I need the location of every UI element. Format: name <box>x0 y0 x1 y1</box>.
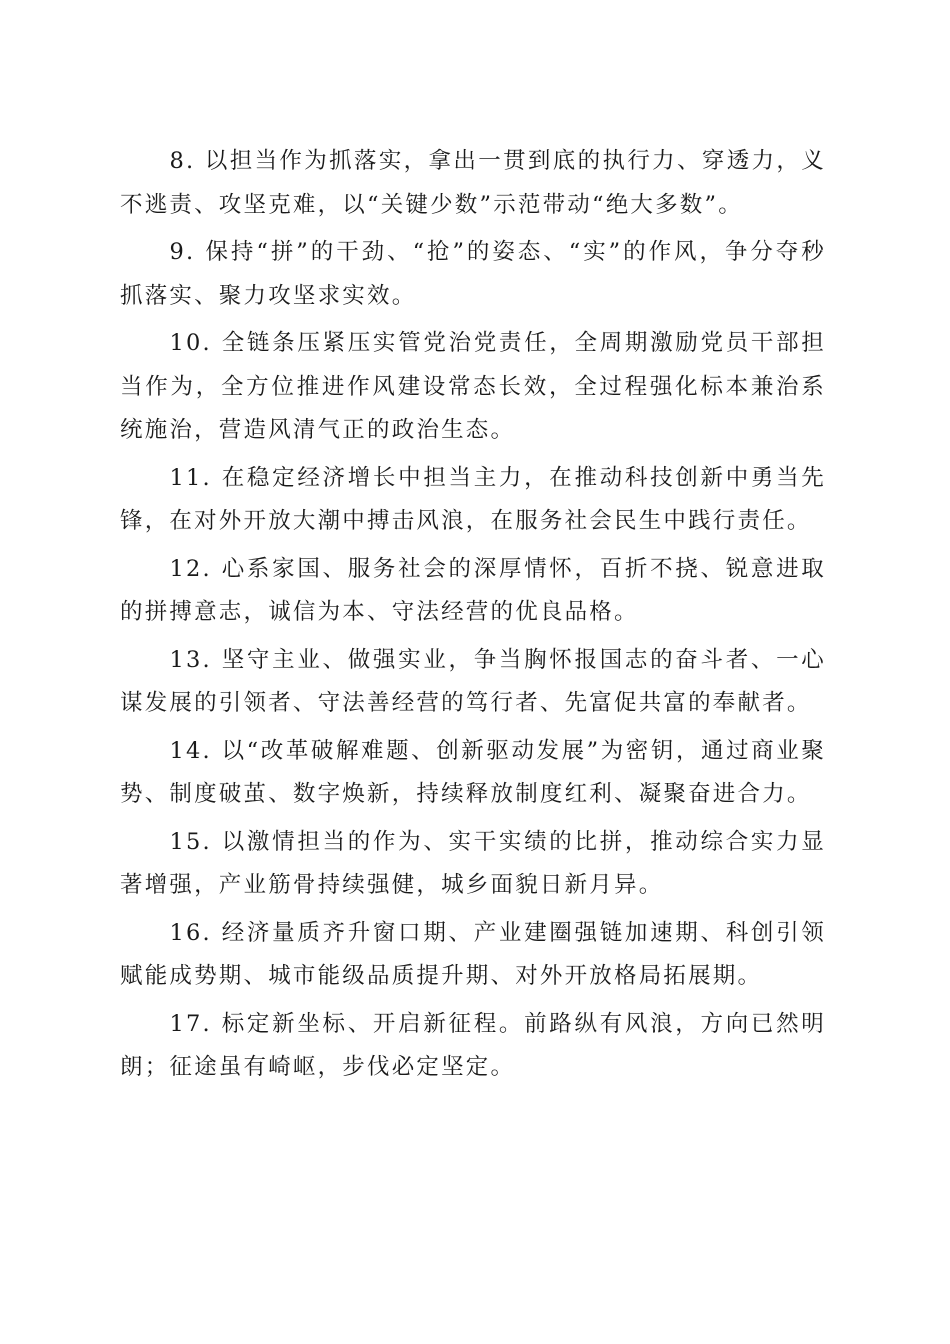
paragraph-11: 11. 在稳定经济增长中担当主力，在推动科技创新中勇当先锋，在对外开放大潮中搏击风浪，在服务社会民生中践行责任。 <box>120 464 826 534</box>
paragraph-13: 13. 坚守主业、做强实业，争当胸怀报国志的奋斗者、一心谋发展的引领者、守法善经营的笃行者、先富促共富的奉献者。 <box>120 646 826 716</box>
paragraph-12: 12. 心系家国、服务社会的深厚情怀，百折不挠、锐意进取的拼搏意志，诚信为本、守法经营的优良品格。 <box>120 555 826 625</box>
paragraph-17: 17. 标定新坐标、开启新征程。前路纵有风浪，方向已然明朗；征途虽有崎岖，步伐必定坚定。 <box>120 1010 826 1080</box>
document-body <box>120 140 826 1094</box>
paragraph-9: 9. 保持“拼”的干劲、“抢”的姿态、“实”的作风，争分夺秒抓落实、聚力攻坚求实效。 <box>120 239 826 309</box>
paragraph-8: 8. 以担当作为抓落实，拿出一贯到底的执行力、穿透力，义不逃责、攻坚克难，以“关键少数”示范带动“绝大多数”。 <box>120 148 826 218</box>
paragraph-10: 10. 全链条压紧压实管党治党责任，全周期激励党员干部担当作为，全方位推进作风建设常态长效，全过程强化标本兼治系统施治，营造风清气正的政治生态。 <box>120 330 826 443</box>
paragraph-15: 15. 以激情担当的作为、实干实绩的比拼，推动综合实力显著增强，产业筋骨持续强健，城乡面貌日新月异。 <box>120 828 826 898</box>
paragraph-16: 16. 经济量质齐升窗口期、产业建圈强链加速期、科创引领赋能成势期、城市能级品质提升期、对外开放格局拓展期。 <box>120 919 826 989</box>
paragraph-14: 14. 以“改革破解难题、创新驱动发展”为密钥，通过商业聚势、制度破茧、数字焕新，持续释放制度红利、凝聚奋进合力。 <box>120 737 826 807</box>
